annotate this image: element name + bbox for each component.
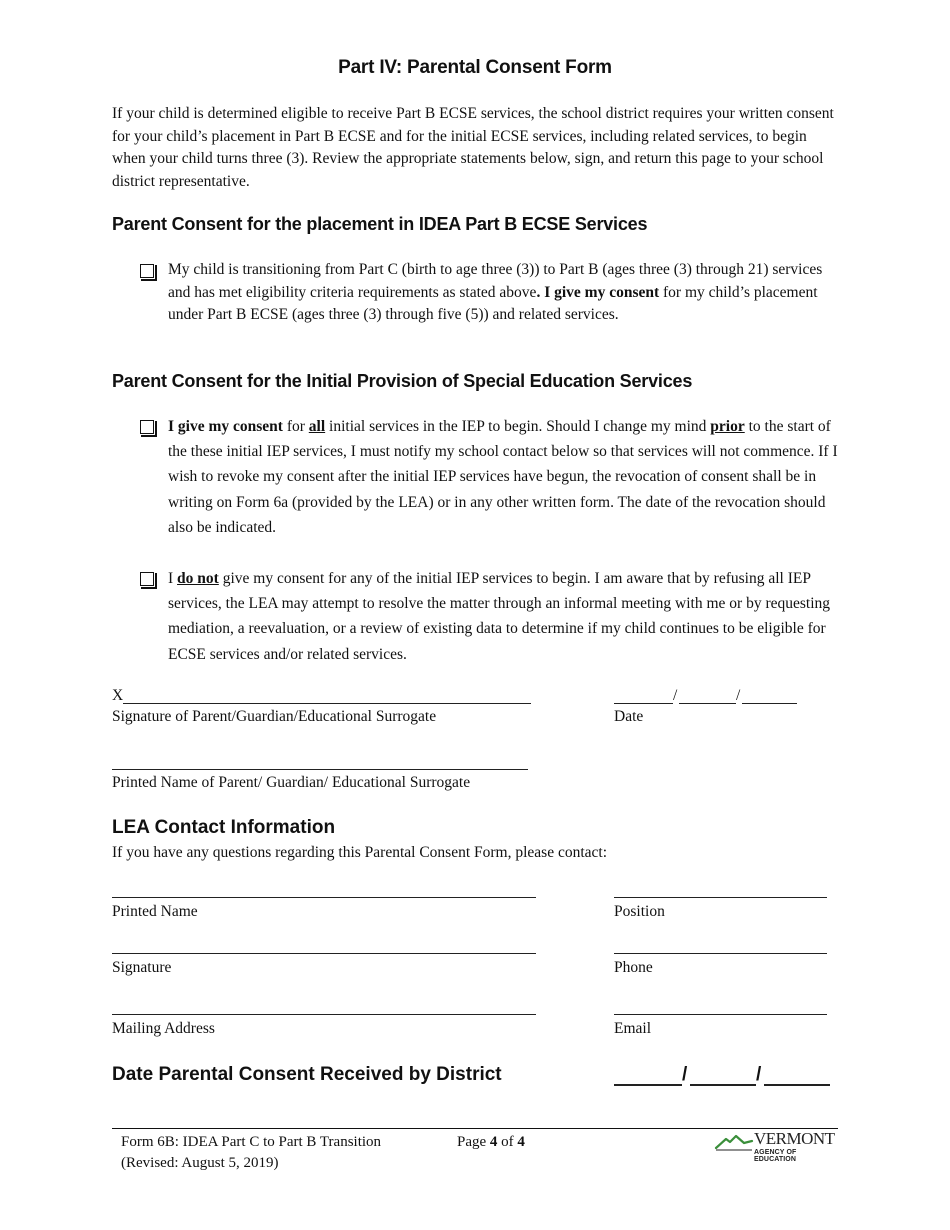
received-year-line[interactable] xyxy=(764,1084,830,1086)
mountain-logo-icon xyxy=(714,1130,754,1152)
signature-x-mark: X xyxy=(112,687,124,704)
logo-agency-name: AGENCY OF EDUCATION xyxy=(754,1149,797,1163)
printed-name-label: Printed Name of Parent/ Guardian/ Educational Surrogate xyxy=(112,774,471,791)
give-consent-item xyxy=(140,414,840,540)
lea-contact-instructions: If you have any questions regarding this Parental Consent Form, please contact: xyxy=(112,844,608,861)
footer-revised-date: (Revised: August 5, 2019) xyxy=(121,1155,279,1171)
refuse-consent-item xyxy=(140,566,840,667)
lea-phone-line[interactable] xyxy=(614,953,827,954)
vermont-aoe-logo xyxy=(714,1128,834,1162)
lea-printed-name-label: Printed Name xyxy=(112,903,198,920)
lea-printed-name-line[interactable] xyxy=(112,897,536,898)
lea-signature-line[interactable] xyxy=(112,953,536,954)
lea-email-line[interactable] xyxy=(614,1014,827,1015)
logo-state-name: VERMONT xyxy=(754,1129,835,1148)
lea-position-label: Position xyxy=(614,903,665,920)
page-title: Part IV: Parental Consent Form xyxy=(338,57,612,78)
parent-signature-line[interactable] xyxy=(123,703,531,704)
placement-consent-checkbox[interactable] xyxy=(140,264,154,278)
date-year-line[interactable] xyxy=(742,703,797,704)
lea-mailing-address-line[interactable] xyxy=(112,1014,536,1015)
received-month-line[interactable] xyxy=(614,1084,682,1086)
received-slash: / xyxy=(756,1064,762,1085)
received-slash: / xyxy=(682,1064,688,1085)
date-received-label: Date Parental Consent Received by District xyxy=(112,1064,502,1085)
lea-position-line[interactable] xyxy=(614,897,827,898)
date-label: Date xyxy=(614,708,644,725)
lea-signature-label: Signature xyxy=(112,959,172,976)
placement-heading: Parent Consent for the placement in IDEA Part B ECSE Services xyxy=(112,214,648,234)
lea-email-label: Email xyxy=(614,1020,652,1037)
placement-consent-item xyxy=(140,259,840,327)
lea-phone-label: Phone xyxy=(614,959,653,976)
initial-provision-heading: Parent Consent for the Initial Provision of Special Education Services xyxy=(112,371,693,391)
footer-form-name: Form 6B: IDEA Part C to Part B Transition xyxy=(121,1134,382,1150)
parent-signature-label: Signature of Parent/Guardian/Educational Surrogate xyxy=(112,708,437,725)
give-consent-checkbox[interactable] xyxy=(140,420,154,434)
received-day-line[interactable] xyxy=(690,1084,756,1086)
lea-contact-heading: LEA Contact Information xyxy=(112,817,336,838)
date-slash: / xyxy=(736,687,741,704)
refuse-consent-text: I do not give my consent for any of the initial IEP services to begin. I am aware that by refusing all IEP services, the LEA may attempt to resolve the matter through an informal meeting with me or by requesting mediation, a reevaluation, or a review of existing data to determine if my child continues to be eligible for ECSE services and/or related services. xyxy=(168,570,831,663)
lea-mailing-address-label: Mailing Address xyxy=(112,1020,215,1037)
date-day-line[interactable] xyxy=(679,703,736,704)
give-consent-text: I give my consent for all initial services in the IEP to begin. Should I change my mind prior to the start of the these initial IEP services, I must notify my school contact below so that services will not commence. If I wish to revoke my consent after the initial IEP services have begun, the revocation of consent shall be in writing on Form 6a (provided by the LEA) or in any other written form. The date of the revocation should also be indicated. xyxy=(168,418,838,536)
footer-page-number: Page 4 of 4 xyxy=(457,1134,525,1150)
date-month-line[interactable] xyxy=(614,703,673,704)
intro-paragraph: If your child is determined eligible to receive Part B ECSE services, the school district requires your written consent for your child’s placement in Part B ECSE and for the initial ECSE services, including related services, to begin when your child turns three (3). Review the appropriate statements below, sign, and return this page to your school district representative. xyxy=(112,105,834,190)
placement-consent-text: My child is transitioning from Part C (birth to age three (3)) to Part B (ages three (3) through 21) services and has met eligibility criteria requirements as stated above. I give my consent for my child’s placement under Part B ECSE (ages three (3) through five (5)) and related services. xyxy=(168,261,823,323)
date-slash: / xyxy=(673,687,678,704)
refuse-consent-checkbox[interactable] xyxy=(140,572,154,586)
printed-name-line[interactable] xyxy=(112,769,528,770)
